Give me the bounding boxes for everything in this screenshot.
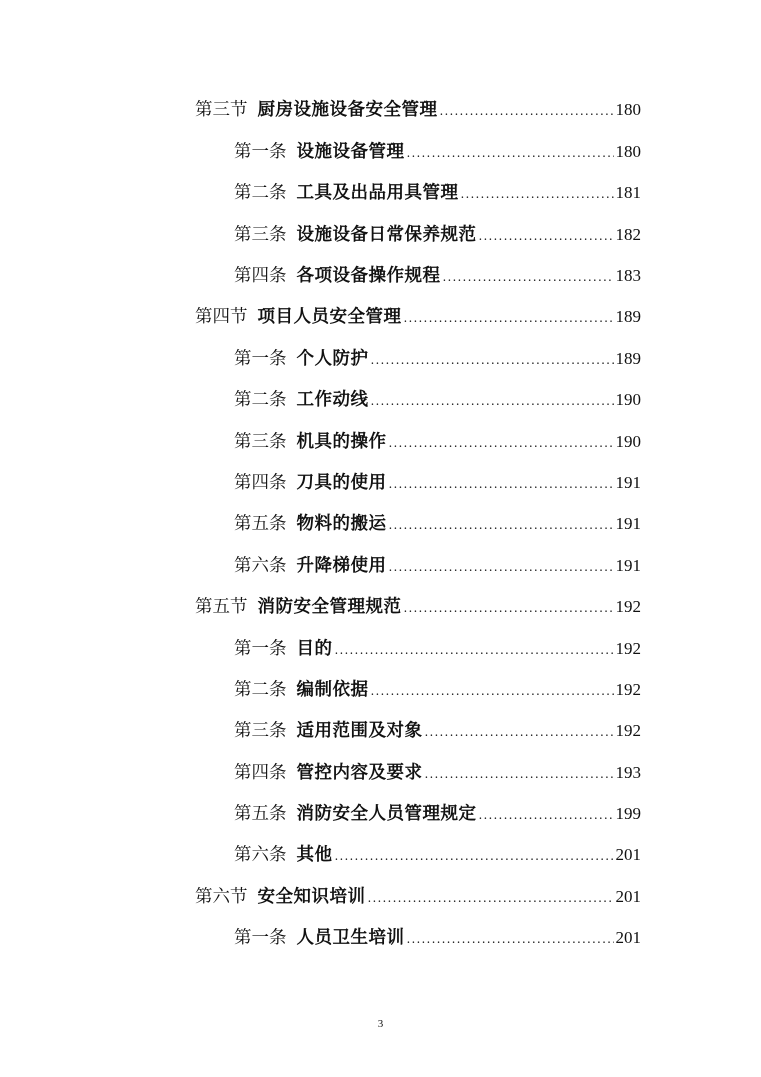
toc-entry-number: 第三条: [234, 721, 287, 742]
toc-entry-number: 第三节: [195, 100, 248, 121]
toc-entry-number: 第四条: [234, 762, 287, 783]
toc-entry-title: 设施设备日常保养规范: [296, 224, 477, 245]
toc-entry-page: 189: [615, 348, 641, 368]
toc-section-entry[interactable]: [0, 587, 761, 628]
toc-dot-leader: [368, 892, 614, 904]
toc-dot-leader: [407, 933, 614, 945]
toc-entry-page: 180: [615, 141, 641, 161]
toc-dot-leader: [371, 354, 614, 366]
toc-entry-line: [234, 764, 761, 783]
toc-article-entry[interactable]: [0, 545, 761, 586]
toc-dot-leader: [371, 395, 614, 407]
toc-dot-leader: [371, 685, 614, 697]
toc-entry-line: [195, 888, 761, 907]
toc-entry-page: 192: [615, 721, 641, 741]
toc-entry-page: 181: [615, 183, 641, 203]
toc-entry-number: 第二条: [234, 679, 287, 700]
toc-entry-number: 第五条: [234, 804, 287, 825]
toc-entry-title: 工具及出品用具管理: [296, 183, 459, 204]
toc-entry-title: 项目人员安全管理: [257, 307, 402, 328]
toc-entry-line: [234, 433, 761, 452]
toc-article-entry[interactable]: [0, 752, 761, 793]
toc-entry-title: 刀具的使用: [296, 472, 387, 493]
toc-dot-leader: [479, 230, 614, 242]
toc-entry-line: [195, 101, 761, 120]
toc-article-entry[interactable]: [0, 918, 761, 959]
toc-entry-page: 201: [615, 886, 641, 906]
toc-entry-page: 192: [615, 597, 641, 617]
toc-dot-leader: [404, 312, 614, 324]
toc-article-entry[interactable]: [0, 669, 761, 710]
toc-dot-leader: [461, 188, 614, 200]
toc-entry-title: 安全知识培训: [257, 886, 366, 907]
toc-section-entry[interactable]: [0, 90, 761, 131]
toc-entry-title: 个人防护: [296, 348, 369, 369]
toc-dot-leader: [425, 768, 614, 780]
toc-entry-number: 第六节: [195, 886, 248, 907]
toc-entry-page: 190: [615, 390, 641, 410]
toc-entry-page: 180: [615, 100, 641, 120]
toc-entry-line: [234, 226, 761, 245]
toc-entry-line: [234, 474, 761, 493]
toc-article-entry[interactable]: [0, 711, 761, 752]
toc-entry-line: [234, 557, 761, 576]
toc-entry-page: 201: [615, 845, 641, 865]
toc-dot-leader: [335, 850, 614, 862]
toc-entry-number: 第三条: [234, 431, 287, 452]
toc-article-entry[interactable]: [0, 628, 761, 669]
toc-dot-leader: [440, 105, 614, 117]
toc-entry-title: 其他: [296, 845, 333, 866]
toc-entry-page: 191: [615, 555, 641, 575]
toc-entry-number: 第二条: [234, 390, 287, 411]
toc-entry-number: 第五条: [234, 514, 287, 535]
toc-entry-page: 191: [615, 472, 641, 492]
toc-article-entry[interactable]: [0, 835, 761, 876]
toc-section-entry[interactable]: [0, 297, 761, 338]
toc-entry-number: 第六条: [234, 845, 287, 866]
toc-entry-line: [234, 350, 761, 369]
toc-entry-page: 190: [615, 431, 641, 451]
toc-dot-leader: [479, 809, 614, 821]
toc-dot-leader: [404, 602, 614, 614]
toc-article-entry[interactable]: [0, 214, 761, 255]
toc-entry-line: [234, 846, 761, 865]
toc-entry-title: 消防安全管理规范: [257, 597, 402, 618]
toc-entry-title: 编制依据: [296, 679, 369, 700]
toc-article-entry[interactable]: [0, 380, 761, 421]
toc-dot-leader: [389, 478, 614, 490]
toc-entry-line: [234, 805, 761, 824]
toc-entry-page: 191: [615, 514, 641, 534]
toc-dot-leader: [335, 644, 614, 656]
toc-entry-number: 第五节: [195, 597, 248, 618]
toc-entry-title: 厨房设施设备安全管理: [257, 100, 438, 121]
toc-article-entry[interactable]: [0, 463, 761, 504]
toc-entry-number: 第四条: [234, 266, 287, 286]
toc-entry-line: [195, 308, 761, 327]
toc-entry-title: 设施设备管理: [296, 141, 405, 162]
toc-entry-line: [195, 598, 761, 617]
toc-article-entry[interactable]: [0, 421, 761, 462]
toc-entry-line: [234, 722, 761, 741]
toc-entry-page: 201: [615, 928, 641, 948]
toc-entry-page: 199: [615, 804, 641, 824]
toc-entry-title: 机具的操作: [296, 431, 387, 452]
toc-entry-line: [234, 681, 761, 700]
toc-entry-number: 第一条: [234, 348, 287, 369]
toc-dot-leader: [389, 437, 614, 449]
toc-article-entry[interactable]: [0, 794, 761, 835]
toc-entry-title: 消防安全人员管理规定: [296, 804, 477, 825]
toc-entry-number: 第四节: [195, 307, 248, 328]
toc-entry-title: 人员卫生培训: [296, 928, 405, 949]
toc-entry-number: 第三条: [234, 224, 287, 245]
toc-article-entry[interactable]: [0, 173, 761, 214]
toc-section-entry[interactable]: [0, 876, 761, 917]
toc-entry-line: [234, 391, 761, 410]
toc-article-entry[interactable]: [0, 338, 761, 379]
toc-dot-leader: [389, 561, 614, 573]
toc-entry-title: 管控内容及要求: [296, 762, 423, 783]
toc-entry-line: [234, 515, 761, 534]
toc-entry-title: 各项设备操作规程: [296, 266, 441, 286]
toc-entry-number: 第一条: [234, 638, 287, 659]
toc-entry-number: 第二条: [234, 183, 287, 204]
toc-entry-page: 182: [615, 224, 641, 244]
toc-entry-page: 192: [615, 679, 641, 699]
toc-entry-line: [234, 184, 761, 203]
toc-entry-number: 第一条: [234, 928, 287, 949]
toc-entry-page: 192: [615, 638, 641, 658]
toc-dot-leader: [389, 519, 614, 531]
table-of-contents: [0, 90, 761, 959]
toc-dot-leader: [425, 726, 614, 738]
toc-article-entry[interactable]: [0, 504, 761, 545]
toc-entry-title: 适用范围及对象: [296, 721, 423, 742]
toc-entry-line: [234, 267, 761, 286]
toc-entry-number: 第四条: [234, 472, 287, 493]
toc-entry-title: 物料的搬运: [296, 514, 387, 535]
toc-entry-number: 第一条: [234, 141, 287, 162]
toc-entry-line: [234, 143, 761, 162]
toc-dot-leader: [407, 147, 614, 159]
toc-article-entry[interactable]: [0, 256, 761, 297]
toc-entry-page: 193: [615, 762, 641, 782]
toc-dot-leader: [443, 271, 614, 283]
toc-entry-page: 183: [615, 266, 641, 285]
toc-entry-page: 189: [615, 307, 641, 327]
toc-entry-title: 升降梯使用: [296, 555, 387, 576]
toc-entry-line: [234, 640, 761, 659]
page-number: 3: [377, 1018, 384, 1030]
toc-article-entry[interactable]: [0, 131, 761, 172]
toc-entry-title: 目的: [296, 638, 333, 659]
toc-entry-number: 第六条: [234, 555, 287, 576]
toc-entry-title: 工作动线: [296, 390, 369, 411]
toc-entry-line: [234, 929, 761, 948]
